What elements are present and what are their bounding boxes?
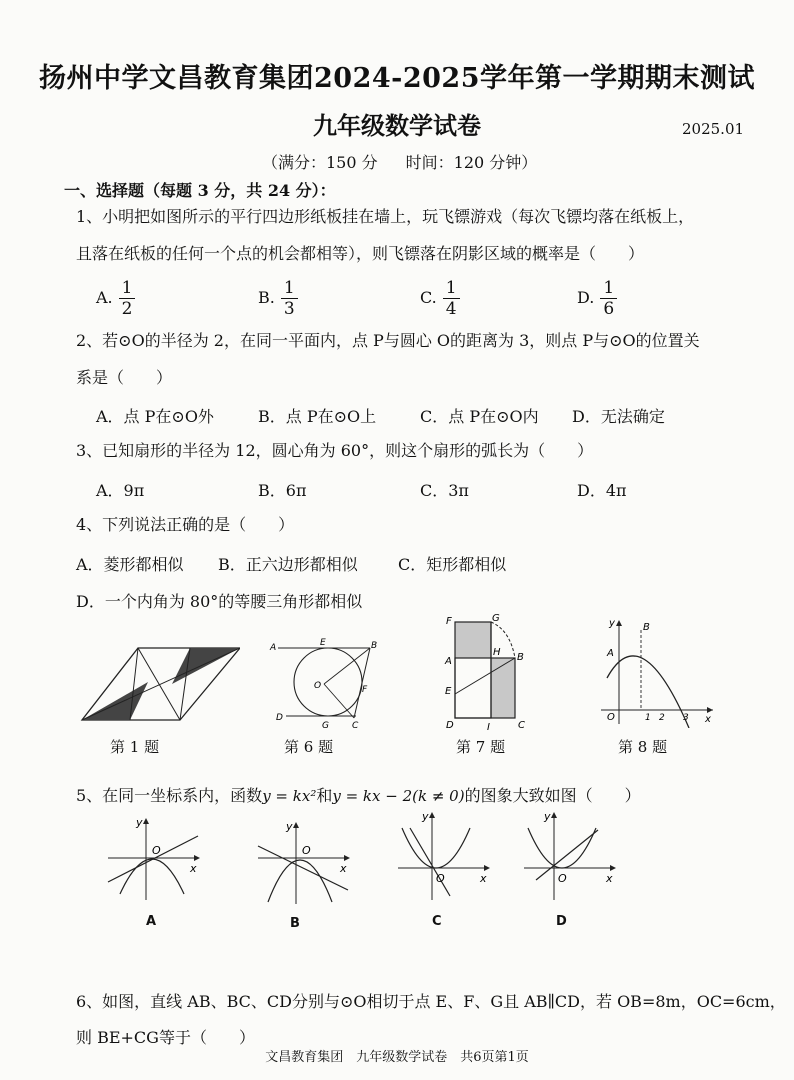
fig6-label-e: E [320,638,326,648]
q2-option-b: B．点 P在⊙O上 [258,407,377,426]
q5-graph-b [252,818,356,908]
fig6-label-g: G [322,721,329,728]
q4-option-c: C．矩形都相似 [398,555,507,574]
fig8-parabola-graph [595,616,719,728]
fig7-label-h: H [493,647,501,658]
q5-func1: y = kx² [262,787,317,805]
q3-option-d: D．4π [577,481,627,500]
q2-option-a: A．点 P在⊙O外 [96,407,214,426]
q1-option-b: B. $\frac{1}{3}$ [258,278,298,319]
fig7-label-b: B [517,652,524,663]
q3-option-c: C．3π [420,481,469,500]
caption-fig7: 第 7 题 [456,738,506,756]
graph-a-o: O [152,844,161,857]
q6-line2: 则 BE+CG等于（ ） [76,1028,255,1047]
fig7-label-e: E [445,686,452,697]
q5-mid: 和 [316,786,333,805]
q5-line1 [76,782,641,810]
fig6-label-a: A [270,643,277,653]
exam-subtitle: 九年级数学试卷 [313,111,481,140]
q3-option-a: A．9π [96,481,145,500]
fig1-parallelogram [80,640,240,730]
fig7-label-i: I [487,722,490,733]
q4-option-a: A．菱形都相似 [76,555,184,574]
fig7-label-f: F [446,616,452,627]
q5-choice-c: C [432,914,442,929]
fig6-label-f: F [362,685,368,695]
q1-option-c: C. $\frac{1}{4}$ [420,278,460,319]
fig7-label-a: A [445,656,452,667]
fig7-label-c: C [518,720,525,731]
q2-line2: 系是（ ） [76,368,173,387]
fig8-label-x: x [705,714,711,725]
fig8-label-y: y [609,618,615,629]
section-title: 一、选择题（每题 3 分，共 24 分）： [64,181,336,200]
full-score: （满分：150 分 [262,153,378,172]
q2-line1: 2、若⊙O的半径为 2，在同一平面内，点 P与圆心 O的距离为 3，则点 P与⊙O的位置关 [76,331,700,350]
q5-suffix: 的图象大致如图（ ） [464,786,641,805]
q5-func2: y = kx − 2(k ≠ 0) [332,787,465,805]
fig6-label-b: B [371,641,378,651]
q4-line1: 4、下列说法正确的是（ ） [76,515,295,534]
graph-c-o: O [436,872,445,885]
fig7-label-d: D [446,720,454,731]
q5-graph-c [392,808,496,904]
graph-c-x: x [480,872,487,885]
fig8-tick-3: 3 [683,713,689,723]
q5-choice-a: A [146,914,157,929]
fig8-tick-2: 2 [659,713,665,723]
q3-option-b: B．6π [258,481,307,500]
caption-fig1: 第 1 题 [110,738,160,756]
q3-line1: 3、已知扇形的半径为 12，圆心角为 60°，则这个扇形的弧长为（ ） [76,441,594,460]
q4-option-b: B．正六边形都相似 [218,555,358,574]
q5-graph-a [102,814,206,904]
fig6-label-o: O [314,681,322,691]
graph-c-y: y [422,810,429,823]
q5-choice-d: D [556,914,567,929]
caption-fig8: 第 8 题 [618,738,668,756]
q2-option-d: D．无法确定 [572,407,665,426]
exam-title: 扬州中学文昌教育集团2024-2025学年第一学期期末测试 [39,63,755,94]
graph-d-x: x [606,872,613,885]
graph-b-o: O [302,844,311,857]
fig6-circle-tangents [266,636,378,728]
q4-option-d: D．一个内角为 80°的等腰三角形都相似 [76,592,363,611]
q6-line1: 6、如图，直线 AB、BC、CD分别与⊙O相切于点 E、F、G且 AB∥CD，若 OB=8m，OC=6cm， [76,992,786,1011]
exam-date: 2025.01 [682,120,745,138]
q1-line1: 1、小明把如图所示的平行四边形纸板挂在墙上，玩飞镖游戏（每次飞镖均落在纸板上， [76,207,695,226]
page-footer: 文昌教育集团 九年级数学试卷 共6页第1页 [265,1050,529,1065]
q1-line2: 且落在纸板的任何一个点的机会都相等），则飞镖落在阴影区域的概率是（ ） [76,244,645,263]
q1-option-a: A. $\frac{1}{2}$ [96,278,135,319]
q5-choice-b: B [290,916,300,931]
fig7-label-g: G [492,613,500,624]
graph-b-x: x [340,862,347,875]
fig8-label-b: B [643,622,650,633]
q2-option-c: C．点 P在⊙O内 [420,407,539,426]
q1-option-d: D. $\frac{1}{6}$ [577,278,617,319]
fig6-label-d: D [276,713,283,723]
graph-b-y: y [286,820,293,833]
fig7-squares [440,612,534,736]
graph-d-o: O [558,872,567,885]
graph-a-y: y [136,816,143,829]
caption-fig6: 第 6 题 [284,738,334,756]
exam-info [262,150,565,173]
q5-prefix: 5、在同一坐标系内，函数 [76,786,263,805]
graph-a-x: x [190,862,197,875]
fig8-tick-1: 1 [645,713,651,723]
graph-d-y: y [544,810,551,823]
q5-graph-d [518,808,622,904]
fig6-label-c: C [352,721,359,728]
exam-time: 时间：120 分钟） [405,153,538,172]
fig8-label-a: A [607,648,614,659]
fig8-label-o: O [607,712,615,723]
